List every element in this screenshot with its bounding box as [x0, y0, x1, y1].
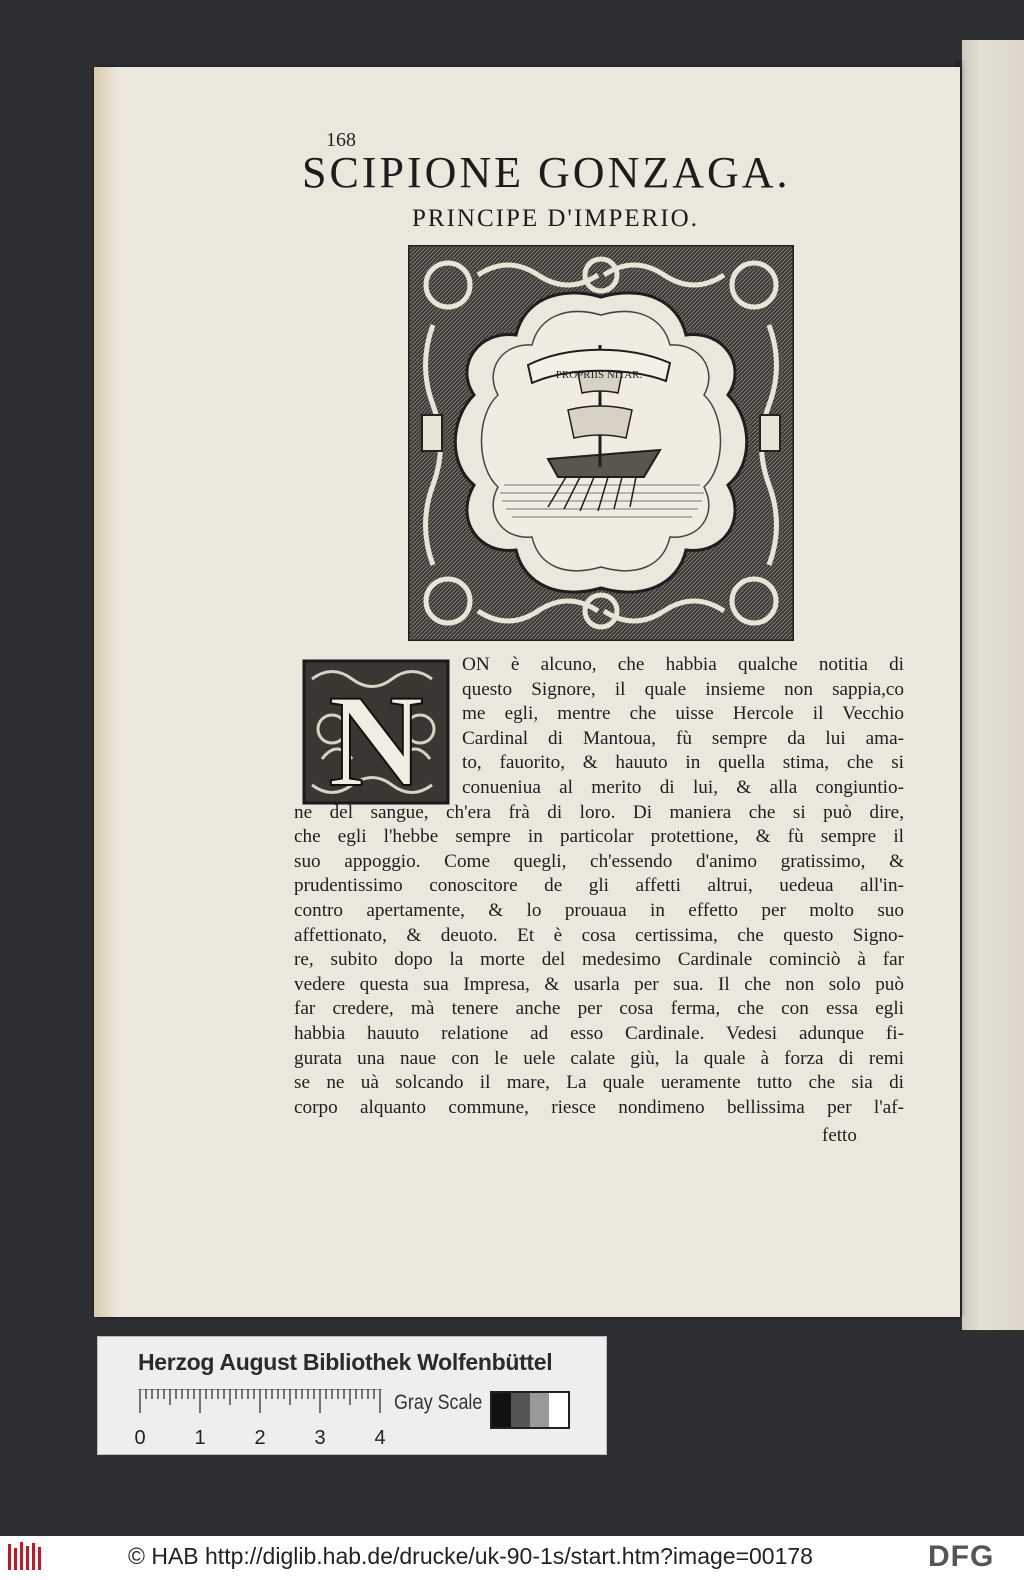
text-line: re, subito dopo la morte del medesimo Cardinale cominciò à far — [294, 949, 904, 971]
page-subtitle: PRINCIPE D'IMPERIO. — [412, 205, 699, 232]
text-line: prudentissimo conoscitore de gli affetti altrui, uedeua all'in- — [294, 875, 904, 897]
text-line: vedere questa sua Impresa, & usarla per sua. Il che non solo può — [294, 973, 904, 995]
book-page — [94, 67, 960, 1317]
catchword: fetto — [822, 1125, 857, 1146]
text-line: ne del sangue, ch'era frà di loro. Di maniera che si può dire, — [294, 801, 904, 823]
page-number: 168 — [326, 129, 356, 151]
dfg-logo: DFG — [928, 1540, 995, 1573]
emblem-motto: PROPRIIS NITAR. — [555, 369, 643, 381]
scale-number: 2 — [254, 1427, 266, 1449]
scale-number: 0 — [134, 1427, 146, 1449]
scale-number: 3 — [314, 1427, 326, 1449]
gray-scale-label: Gray Scale — [394, 1391, 483, 1414]
dropcap-letter: N — [328, 667, 424, 805]
footer-copyright-link[interactable]: © HAB http://diglib.hab.de/drucke/uk-90-1s/start.htm?image=00178 — [128, 1543, 813, 1569]
emblem-engraving — [408, 245, 794, 641]
text-line: suo appoggio. Come quegli, ch'essendo d'animo gratissimo, & — [294, 850, 904, 872]
text-line: questo Signore, il quale insieme non sappia,co — [462, 678, 904, 700]
body-text — [294, 653, 904, 1120]
text-line: ON è alcuno, che habbia qualche notitia di — [462, 654, 904, 675]
page-title: SCIPIONE GONZAGA. — [302, 148, 791, 197]
text-line: me egli, mentre che uisse Hercole il Vecchio — [462, 703, 904, 725]
swatch-white — [549, 1393, 568, 1427]
library-color-chart — [97, 1336, 607, 1455]
swatch-mid-gray — [530, 1393, 549, 1427]
text-line: gurata una naue con le uele calate giù, la quale à forza di remi — [294, 1047, 904, 1069]
text-line: far credere, mà tenere anche per cosa ferma, che con essa egli — [294, 998, 904, 1020]
scale-number: 4 — [374, 1427, 386, 1449]
text-line: conueniua al merito di lui, & alla congiuntio- — [462, 776, 904, 798]
ruler-scale — [138, 1389, 382, 1425]
swatch-black — [492, 1393, 511, 1427]
library-name: Herzog August Bibliothek Wolfenbüttel — [138, 1349, 553, 1375]
text-line: affettionato, & deuoto. Et è cosa certissima, che questo Signo- — [294, 924, 904, 946]
page-edge — [94, 67, 122, 1317]
text-line: se ne uà solcando il mare, La quale ueramente tutto che sia di — [294, 1072, 904, 1094]
text-line: contro apertamente, & lo prouaua in effetto per molto suo — [294, 899, 904, 921]
text-line: Cardinal di Mantoua, fù sempre da lui ama- — [462, 727, 904, 749]
text-line: che egli l'hebbe sempre in particolar protettione, & fù sempre il — [294, 826, 904, 848]
ruler-numbers — [130, 1425, 390, 1449]
hab-logo-icon — [6, 1540, 46, 1574]
text-line: habbia hauuto relatione ad esso Cardinale. Vedesi adunque fi- — [294, 1022, 904, 1044]
text-line: corpo alquanto commune, riesce nondimeno bellissima per l'af- — [294, 1096, 904, 1118]
text-line: to, fauorito, & hauuto in quella stima, che si — [462, 752, 904, 774]
scale-number: 1 — [194, 1427, 206, 1449]
gray-scale-swatches — [490, 1391, 570, 1429]
swatch-dark-gray — [511, 1393, 530, 1427]
adjacent-page — [962, 40, 1024, 1330]
